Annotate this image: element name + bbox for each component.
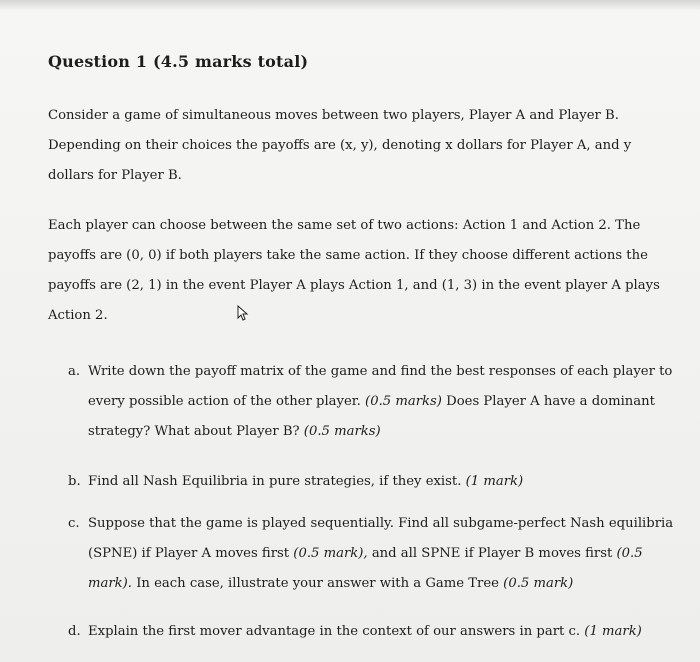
part-c-label: c. (68, 516, 80, 531)
rules-line-2: payoffs are (0, 0) if both players take the same action. If they choose different actions the (48, 248, 648, 263)
part-b-text (88, 467, 690, 497)
part-a-text (88, 357, 690, 447)
part-a (68, 357, 690, 447)
part-a-mark-1: (0.5 marks) (365, 394, 442, 409)
part-b-line: Find all Nash Equilibria in pure strategies, if they exist. (88, 474, 462, 489)
part-a-line-2-text: every possible action of the other player. (88, 394, 361, 409)
part-b (68, 467, 690, 497)
question-title: Question 1 (4.5 marks total) (48, 52, 309, 71)
part-d (68, 617, 690, 647)
intro-line-1: Consider a game of simultaneous moves between two players, Player A and Player B. (48, 108, 619, 123)
part-a-line-1: Write down the payoff matrix of the game and find the best responses of each player to (88, 364, 673, 379)
rules-line-4: Action 2. (48, 308, 108, 323)
part-a-line-3-text: strategy? What about Player B? (88, 424, 300, 439)
part-b-mark: (1 mark) (465, 474, 524, 489)
part-a-mark-2: (0.5 marks) (303, 424, 381, 439)
rules-paragraph (48, 211, 688, 331)
part-c-text (88, 509, 690, 599)
part-c (68, 509, 690, 599)
part-c-line-2-text: (SPNE) if Player A moves first (88, 546, 290, 561)
rules-line-3: payoffs are (2, 1) in the event Player A plays Action 1, and (1, 3) in the event player A plays (48, 278, 660, 293)
part-c-mark-3: (0.5 mark) (503, 576, 574, 591)
text-cursor-icon (235, 305, 249, 321)
part-c-mark-2a: (0.5 (616, 546, 643, 561)
part-a-line-2-text2: Does Player A have a dominant (446, 394, 655, 409)
part-b-label: b. (68, 474, 81, 489)
part-c-mark-1: (0.5 mark), (293, 546, 368, 561)
part-d-mark: (1 mark) (584, 624, 642, 639)
intro-paragraph (48, 101, 688, 191)
part-d-text (88, 617, 690, 647)
part-c-line-1: Suppose that the game is played sequentially. Find all subgame-perfect Nash equilibria (88, 516, 674, 531)
intro-line-3: dollars for Player B. (48, 168, 182, 183)
page-top-shadow (0, 0, 700, 10)
intro-line-2: Depending on their choices the payoffs are (x, y), denoting x dollars for Player A, and y (48, 138, 632, 153)
rules-line-1: Each player can choose between the same set of two actions: Action 1 and Action 2. The (48, 218, 641, 233)
part-d-line: Explain the first mover advantage in the context of our answers in part c. (88, 624, 581, 639)
part-c-line-3-text: In each case, illustrate your answer with a Game Tree (136, 576, 499, 591)
part-d-label: d. (68, 624, 81, 639)
part-c-mark-2b: mark). (88, 576, 132, 591)
part-a-label: a. (68, 364, 81, 379)
part-c-line-2-text2: and all SPNE if Player B moves first (371, 546, 613, 561)
